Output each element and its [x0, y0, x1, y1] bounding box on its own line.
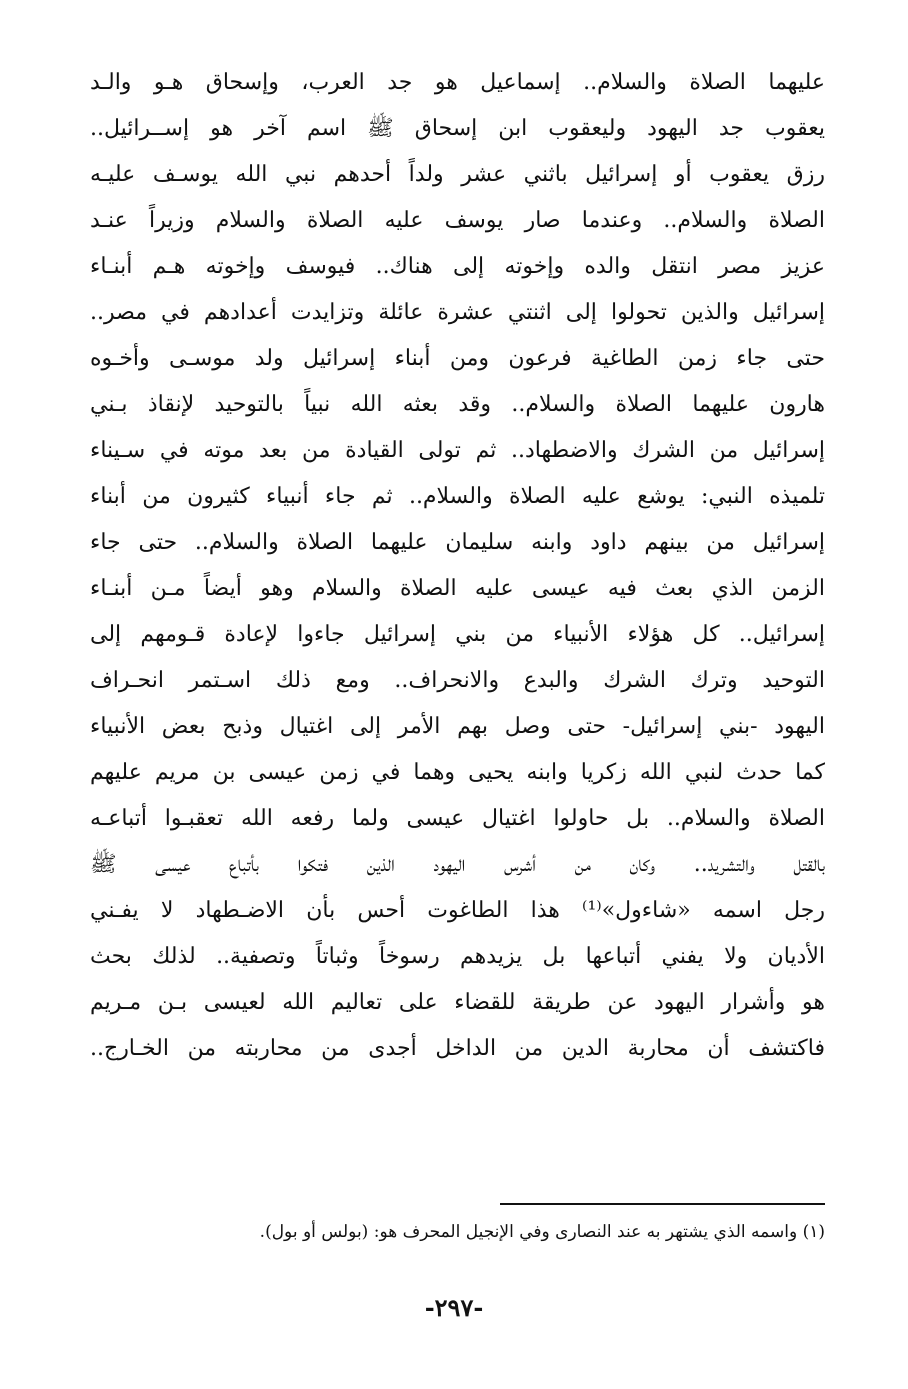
text-line: إسرائيل من الشرك والاضطهاد.. ثم تولى القيادة من بعد موته في سـيناء	[90, 438, 825, 463]
text-line: عليهما الصلاة والسلام.. إسماعيل هو جد العرب، وإسحاق هـو والـد	[90, 70, 825, 95]
text-line: الصلاة والسلام.. بل حاولوا اغتيال عيسى ولما رفعه الله تعقبـوا أتباعـه	[90, 806, 825, 831]
text-line: اليهود -بني إسرائيل- حتى وصل بهم الأمر إلى اغتيال وذبح بعض الأنبياء	[90, 714, 825, 739]
text-line: إسرائيل والذين تحولوا إلى اثنتي عشرة عائلة وتزايدت أعدادهم في مصر..	[90, 300, 825, 325]
text-line: الأديان ولا يفني أتباعها بل يزيدهم رسوخاً وثباتاً وتصفية.. لذلك بحث	[90, 944, 825, 969]
text-line: الصلاة والسلام.. وعندما صار يوسف عليه الصلاة والسلام وزيراً عنـد	[90, 208, 825, 233]
text-line: إسرائيل.. كل هؤلاء الأنبياء من بني إسرائيل جاءوا لإعادة قـومهم إلى	[90, 622, 825, 647]
footnote-separator	[500, 1203, 825, 1205]
text-line: عزيز مصر انتقل والده وإخوته إلى هناك.. فيوسف وإخوته هـم أبنـاء	[90, 254, 825, 279]
text-line: يعقوب جد اليهود وليعقوب ابن إسحاق ﷺ اسم آخر هو إســرائيل..	[90, 116, 825, 141]
text-line: كما حدث لنبي الله زكريا وابنه يحيى وهما في زمن عيسى بن مريم عليهم	[90, 760, 825, 785]
page-number: -٢٩٧-	[424, 1293, 484, 1322]
text-line: إسرائيل من بينهم داود وابنه سليمان عليهما الصلاة والسلام.. حتى جاء	[90, 530, 825, 555]
text-line: رجل اسمه «شاءول»⁽¹⁾ هذا الطاغوت أحس بأن الاضـطهاد لا يفـني	[90, 898, 825, 923]
footnote: (١) واسمه الذي يشتهر به عند النصارى وفي الإنجيل المحرف هو: (بولس أو بول).	[259, 1222, 825, 1242]
text-line: رزق يعقوب أو إسرائيل باثني عشر ولداً أحدهم نبي الله يوسـف عليـه	[90, 162, 825, 187]
text-line: بالقتل والتشريد.. وكان من أشرس اليهود الذين فتكوا بأتباع عيسى ﷺ	[90, 852, 825, 877]
text-line: التوحيد وترك الشرك والبدع والانحراف.. ومع ذلك اسـتمر انحـراف	[90, 668, 825, 693]
text-line: هو وأشرار اليهود عن طريقة للقضاء على تعاليم الله لعيسى بـن مـريم	[90, 990, 825, 1015]
text-line: تلميذه النبي: يوشع عليه الصلاة والسلام.. ثم جاء أنبياء كثيرون من أبناء	[90, 484, 825, 509]
page-body	[90, 60, 825, 1072]
text-line: هارون عليهما الصلاة والسلام.. وقد بعثه الله نبياً بالتوحيد لإنقاذ بـني	[90, 392, 825, 417]
text-line: الزمن الذي بعث فيه عيسى عليه الصلاة والسلام وهو أيضاً مـن أبنـاء	[90, 576, 825, 601]
main-text	[90, 60, 825, 1072]
text-line: حتى جاء زمن الطاغية فرعون ومن أبناء إسرائيل ولد موسـى وأخـوه	[90, 346, 825, 371]
text-line: فاكتشف أن محاربة الدين من الداخل أجدى من محاربته من الخـارج..	[90, 1036, 825, 1061]
